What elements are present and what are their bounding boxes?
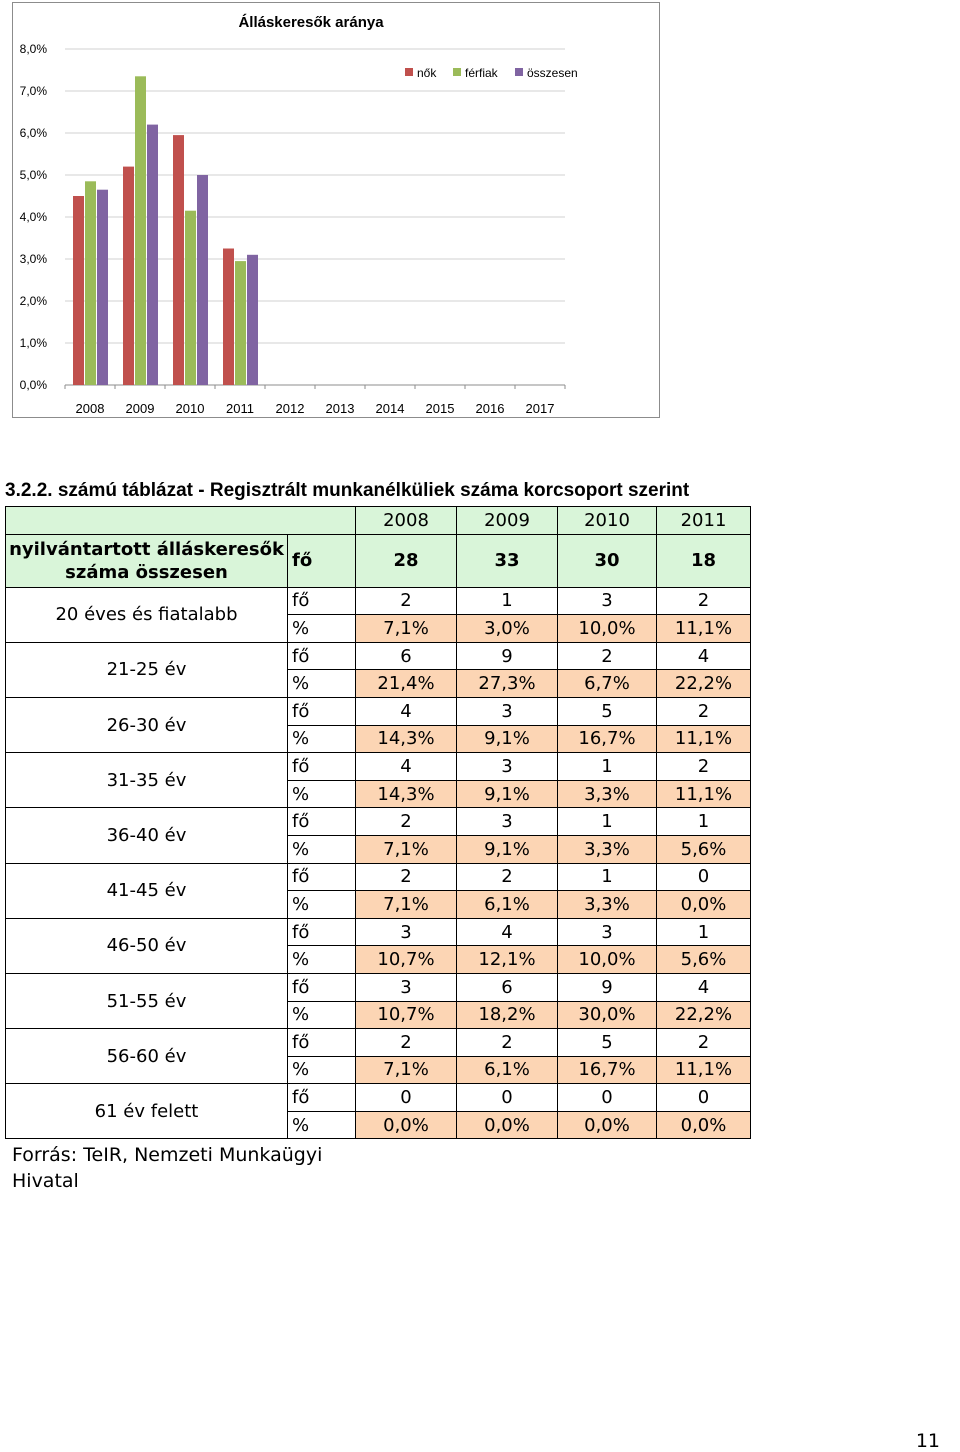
percent-value: 7,1% bbox=[356, 1056, 457, 1084]
unit-count: fő bbox=[288, 918, 356, 946]
bar-összesen-2010 bbox=[197, 175, 208, 385]
count-value: 3 bbox=[356, 918, 457, 946]
chart-title: Álláskeresők aránya bbox=[238, 14, 384, 31]
percent-value: 11,1% bbox=[657, 615, 751, 643]
percent-value: 22,2% bbox=[657, 1001, 751, 1029]
unit-percent: % bbox=[288, 1111, 356, 1139]
y-tick-label: 5,0% bbox=[19, 168, 47, 182]
count-value: 4 bbox=[657, 973, 751, 1001]
age-group-label: 51-55 év bbox=[6, 973, 288, 1028]
percent-value: 12,1% bbox=[457, 946, 558, 974]
percent-value: 30,0% bbox=[558, 1001, 657, 1029]
y-tick-label: 6,0% bbox=[19, 126, 47, 140]
count-value: 2 bbox=[457, 1029, 558, 1057]
count-value: 2 bbox=[356, 587, 457, 615]
unit-count: fő bbox=[288, 642, 356, 670]
total-unit: fő bbox=[288, 534, 356, 587]
count-value: 0 bbox=[657, 1084, 751, 1112]
count-value: 1 bbox=[558, 753, 657, 781]
percent-value: 14,3% bbox=[356, 725, 457, 753]
percent-value: 5,6% bbox=[657, 835, 751, 863]
age-group-label: 31-35 év bbox=[6, 753, 288, 808]
y-tick-label: 7,0% bbox=[19, 84, 47, 98]
y-tick-label: 3,0% bbox=[19, 252, 47, 266]
count-value: 0 bbox=[657, 863, 751, 891]
percent-value: 14,3% bbox=[356, 780, 457, 808]
percent-value: 7,1% bbox=[356, 835, 457, 863]
bar-nők-2010 bbox=[173, 135, 184, 385]
unit-percent: % bbox=[288, 615, 356, 643]
percent-value: 9,1% bbox=[457, 725, 558, 753]
percent-value: 18,2% bbox=[457, 1001, 558, 1029]
x-tick-label: 2008 bbox=[75, 401, 105, 416]
count-value: 2 bbox=[356, 1029, 457, 1057]
count-value: 1 bbox=[657, 808, 751, 836]
count-value: 2 bbox=[657, 587, 751, 615]
x-tick-label: 2011 bbox=[226, 401, 254, 416]
percent-value: 3,3% bbox=[558, 780, 657, 808]
count-value: 4 bbox=[356, 697, 457, 725]
x-tick-label: 2013 bbox=[325, 401, 355, 416]
percent-value: 11,1% bbox=[657, 1056, 751, 1084]
source-note: Forrás: TeIR, Nemzeti Munkaügyi Hivatal bbox=[12, 1144, 323, 1192]
bar-összesen-2008 bbox=[97, 190, 108, 385]
percent-value: 7,1% bbox=[356, 615, 457, 643]
count-value: 6 bbox=[457, 973, 558, 1001]
bar-nők-2008 bbox=[73, 196, 84, 385]
legend-label: nők bbox=[417, 66, 437, 80]
x-tick-label: 2009 bbox=[125, 401, 155, 416]
bar-férfiak-2011 bbox=[235, 261, 246, 385]
unit-percent: % bbox=[288, 891, 356, 919]
percent-value: 10,7% bbox=[356, 1001, 457, 1029]
y-tick-label: 8,0% bbox=[19, 42, 47, 56]
unit-percent: % bbox=[288, 835, 356, 863]
x-tick-label: 2010 bbox=[175, 401, 205, 416]
count-value: 3 bbox=[457, 753, 558, 781]
unit-percent: % bbox=[288, 1056, 356, 1084]
total-label: nyilvántartott álláskeresők száma összesen bbox=[6, 534, 288, 587]
count-value: 9 bbox=[558, 973, 657, 1001]
percent-value: 3,0% bbox=[457, 615, 558, 643]
percent-value: 0,0% bbox=[657, 1111, 751, 1139]
legend-label: férfiak bbox=[465, 66, 498, 80]
legend-swatch-nők bbox=[405, 68, 413, 76]
table-caption: 3.2.2. számú táblázat - Regisztrált munkanélküliek száma korcsoport szerint bbox=[5, 480, 690, 501]
age-group-label: 36-40 év bbox=[6, 808, 288, 863]
count-value: 2 bbox=[657, 697, 751, 725]
x-tick-label: 2017 bbox=[525, 401, 555, 416]
count-value: 2 bbox=[356, 808, 457, 836]
percent-value: 10,0% bbox=[558, 946, 657, 974]
unit-count: fő bbox=[288, 587, 356, 615]
unit-percent: % bbox=[288, 1001, 356, 1029]
count-value: 5 bbox=[558, 1029, 657, 1057]
year-header: 2008 bbox=[356, 507, 457, 535]
x-tick-label: 2015 bbox=[425, 401, 455, 416]
y-tick-label: 4,0% bbox=[19, 210, 47, 224]
y-tick-label: 0,0% bbox=[19, 378, 47, 392]
total-value: 30 bbox=[558, 534, 657, 587]
percent-value: 9,1% bbox=[457, 835, 558, 863]
age-group-label: 20 éves és fiatalabb bbox=[6, 587, 288, 642]
unit-count: fő bbox=[288, 697, 356, 725]
unit-percent: % bbox=[288, 670, 356, 698]
total-value: 18 bbox=[657, 534, 751, 587]
count-value: 4 bbox=[356, 753, 457, 781]
year-header: 2010 bbox=[558, 507, 657, 535]
unit-percent: % bbox=[288, 946, 356, 974]
percent-value: 6,1% bbox=[457, 1056, 558, 1084]
percent-value: 10,7% bbox=[356, 946, 457, 974]
percent-value: 0,0% bbox=[356, 1111, 457, 1139]
count-value: 6 bbox=[356, 642, 457, 670]
x-tick-label: 2016 bbox=[475, 401, 505, 416]
count-value: 1 bbox=[558, 863, 657, 891]
count-value: 2 bbox=[356, 863, 457, 891]
bar-férfiak-2009 bbox=[135, 76, 146, 385]
x-tick-label: 2014 bbox=[375, 401, 405, 416]
unit-count: fő bbox=[288, 753, 356, 781]
legend-label: összesen bbox=[527, 66, 578, 80]
legend-swatch-összesen bbox=[515, 68, 523, 76]
percent-value: 3,3% bbox=[558, 835, 657, 863]
count-value: 3 bbox=[558, 918, 657, 946]
percent-value: 21,4% bbox=[356, 670, 457, 698]
count-value: 1 bbox=[657, 918, 751, 946]
age-group-label: 61 év felett bbox=[6, 1084, 288, 1139]
age-group-label: 26-30 év bbox=[6, 697, 288, 752]
page-number: 11 bbox=[915, 1430, 940, 1452]
chart-frame bbox=[12, 2, 660, 418]
count-value: 4 bbox=[457, 918, 558, 946]
count-value: 2 bbox=[558, 642, 657, 670]
y-tick-label: 1,0% bbox=[19, 336, 47, 350]
count-value: 3 bbox=[457, 697, 558, 725]
bar-összesen-2009 bbox=[147, 125, 158, 385]
age-group-label: 56-60 év bbox=[6, 1029, 288, 1084]
bar-nők-2011 bbox=[223, 249, 234, 386]
unit-count: fő bbox=[288, 1084, 356, 1112]
percent-value: 0,0% bbox=[457, 1111, 558, 1139]
unit-count: fő bbox=[288, 973, 356, 1001]
percent-value: 9,1% bbox=[457, 780, 558, 808]
age-group-label: 46-50 év bbox=[6, 918, 288, 973]
count-value: 0 bbox=[457, 1084, 558, 1112]
count-value: 1 bbox=[457, 587, 558, 615]
percent-value: 22,2% bbox=[657, 670, 751, 698]
count-value: 0 bbox=[356, 1084, 457, 1112]
percent-value: 5,6% bbox=[657, 946, 751, 974]
unit-count: fő bbox=[288, 863, 356, 891]
percent-value: 3,3% bbox=[558, 891, 657, 919]
bar-férfiak-2008 bbox=[85, 181, 96, 385]
bar-nők-2009 bbox=[123, 167, 134, 385]
unit-count: fő bbox=[288, 1029, 356, 1057]
percent-value: 16,7% bbox=[558, 1056, 657, 1084]
percent-value: 6,1% bbox=[457, 891, 558, 919]
count-value: 0 bbox=[558, 1084, 657, 1112]
year-header: 2009 bbox=[457, 507, 558, 535]
count-value: 2 bbox=[657, 1029, 751, 1057]
unit-percent: % bbox=[288, 725, 356, 753]
count-value: 9 bbox=[457, 642, 558, 670]
count-value: 1 bbox=[558, 808, 657, 836]
percent-value: 10,0% bbox=[558, 615, 657, 643]
year-header: 2011 bbox=[657, 507, 751, 535]
bar-összesen-2011 bbox=[247, 255, 258, 385]
percent-value: 6,7% bbox=[558, 670, 657, 698]
count-value: 3 bbox=[558, 587, 657, 615]
percent-value: 11,1% bbox=[657, 780, 751, 808]
bar-férfiak-2010 bbox=[185, 211, 196, 385]
percent-value: 0,0% bbox=[657, 891, 751, 919]
age-group-table bbox=[5, 506, 751, 1139]
count-value: 3 bbox=[356, 973, 457, 1001]
count-value: 4 bbox=[657, 642, 751, 670]
count-value: 5 bbox=[558, 697, 657, 725]
header-blank bbox=[6, 507, 356, 535]
count-value: 2 bbox=[657, 753, 751, 781]
percent-value: 0,0% bbox=[558, 1111, 657, 1139]
total-value: 28 bbox=[356, 534, 457, 587]
age-group-label: 21-25 év bbox=[6, 642, 288, 697]
legend-swatch-férfiak bbox=[453, 68, 461, 76]
count-value: 3 bbox=[457, 808, 558, 836]
bar-chart bbox=[13, 3, 661, 419]
percent-value: 7,1% bbox=[356, 891, 457, 919]
percent-value: 11,1% bbox=[657, 725, 751, 753]
y-tick-label: 2,0% bbox=[19, 294, 47, 308]
age-group-label: 41-45 év bbox=[6, 863, 288, 918]
count-value: 2 bbox=[457, 863, 558, 891]
percent-value: 16,7% bbox=[558, 725, 657, 753]
unit-count: fő bbox=[288, 808, 356, 836]
percent-value: 27,3% bbox=[457, 670, 558, 698]
x-tick-label: 2012 bbox=[275, 401, 305, 416]
unit-percent: % bbox=[288, 780, 356, 808]
total-value: 33 bbox=[457, 534, 558, 587]
